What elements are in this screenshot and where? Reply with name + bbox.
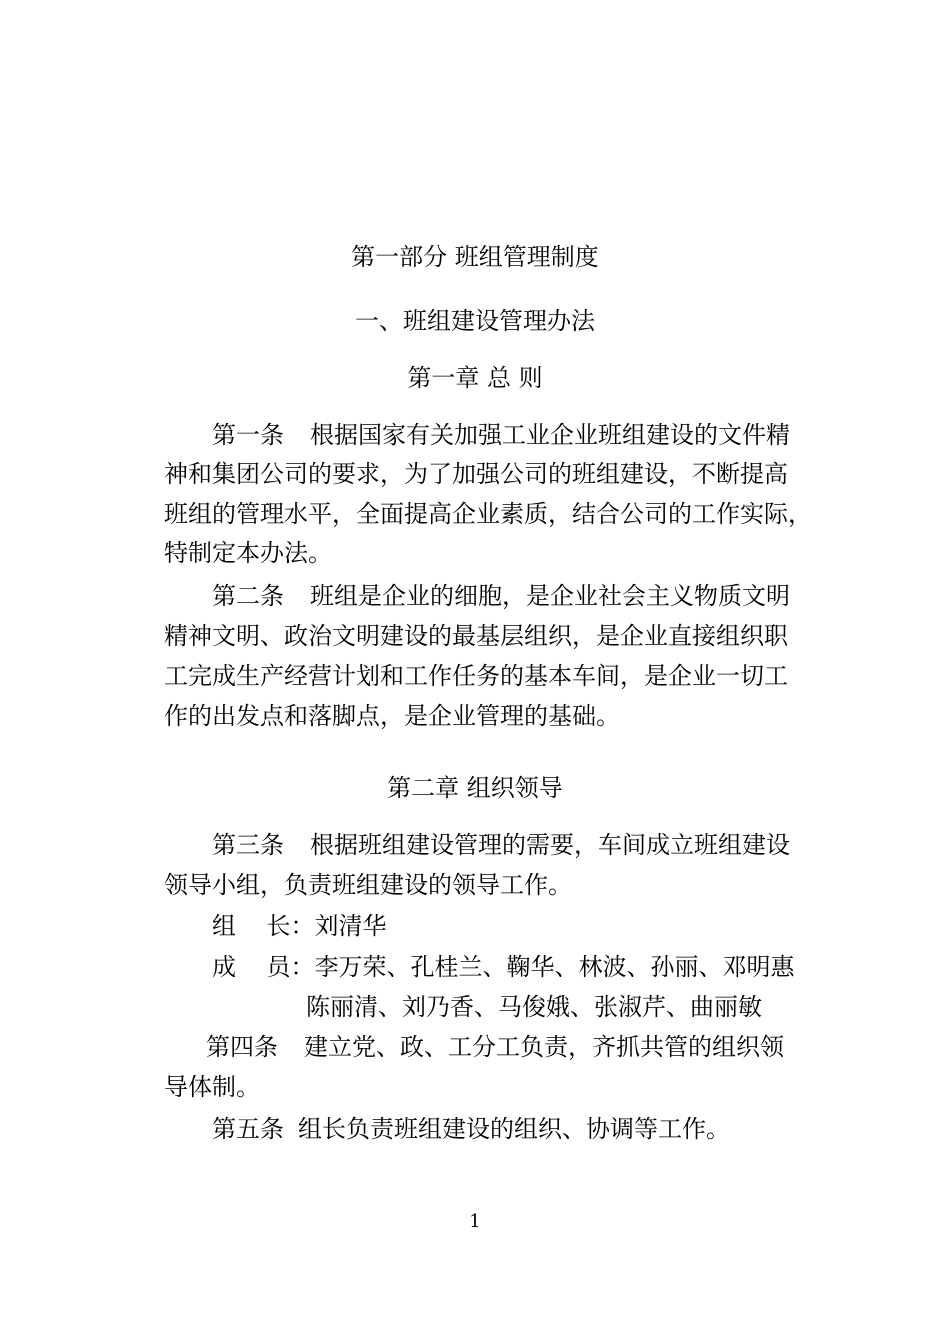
article-1-line: 神和集团公司的要求，为了加强公司的班组建设，不断提高 — [164, 460, 788, 488]
article-1-text: 根据国家有关加强工业企业班组建设的文件精 — [310, 421, 790, 449]
leader-row — [212, 911, 387, 941]
part-title: 第一部分 班组管理制度 — [351, 243, 599, 271]
members-list-line-2: 陈丽清、刘乃香、马俊娥、张淑芹、曲丽敏 — [306, 993, 762, 1021]
article-1-line: 特制定本办法。 — [164, 539, 332, 567]
article-2-line: 工完成生产经营计划和工作任务的基本车间，是企业一切工 — [164, 662, 788, 690]
article-5-label: 第五条 — [212, 1115, 284, 1143]
article-2-first-line — [212, 581, 790, 611]
article-1-first-line — [212, 420, 790, 450]
page-number: 1 — [469, 1211, 481, 1232]
members-label: 成 员： — [212, 953, 315, 981]
article-3-line: 领导小组，负责班组建设的领导工作。 — [164, 871, 572, 899]
article-2-line: 作的出发点和落脚点，是企业管理的基础。 — [164, 702, 620, 730]
chapter-2-title: 第二章 组织领导 — [387, 774, 563, 802]
leader-name: 刘清华 — [314, 912, 387, 940]
article-4-label: 第四条 — [206, 1033, 278, 1061]
article-5-text: 组长负责班组建设的组织、协调等工作。 — [298, 1115, 730, 1143]
article-4-first-line — [206, 1032, 784, 1062]
article-4-line: 导体制。 — [164, 1073, 260, 1101]
article-1-label: 第一条 — [212, 421, 284, 449]
article-2-label: 第二条 — [212, 582, 284, 610]
article-4-text: 建立党、政、工分工负责，齐抓共管的组织领 — [304, 1033, 784, 1061]
article-3-label: 第三条 — [212, 831, 284, 859]
article-2-text: 班组是企业的细胞，是企业社会主义物质文明 — [310, 582, 790, 610]
members-row — [212, 952, 795, 982]
article-1-line: 班组的管理水平，全面提高企业素质，结合公司的工作实际， — [164, 500, 812, 528]
article-5-line — [212, 1114, 730, 1144]
members-list-line-1: 李万荣、孔桂兰、鞠华、林波、孙丽、邓明惠 — [314, 953, 795, 981]
leader-label: 组 长： — [212, 912, 315, 940]
article-3-first-line — [212, 830, 790, 860]
article-3-text: 根据班组建设管理的需要，车间成立班组建设 — [310, 831, 790, 859]
section-title: 一、班组建设管理办法 — [355, 307, 595, 335]
article-2-line: 精神文明、政治文明建设的最基层组织，是企业直接组织职 — [164, 622, 788, 650]
chapter-1-title: 第一章 总 则 — [407, 364, 543, 392]
